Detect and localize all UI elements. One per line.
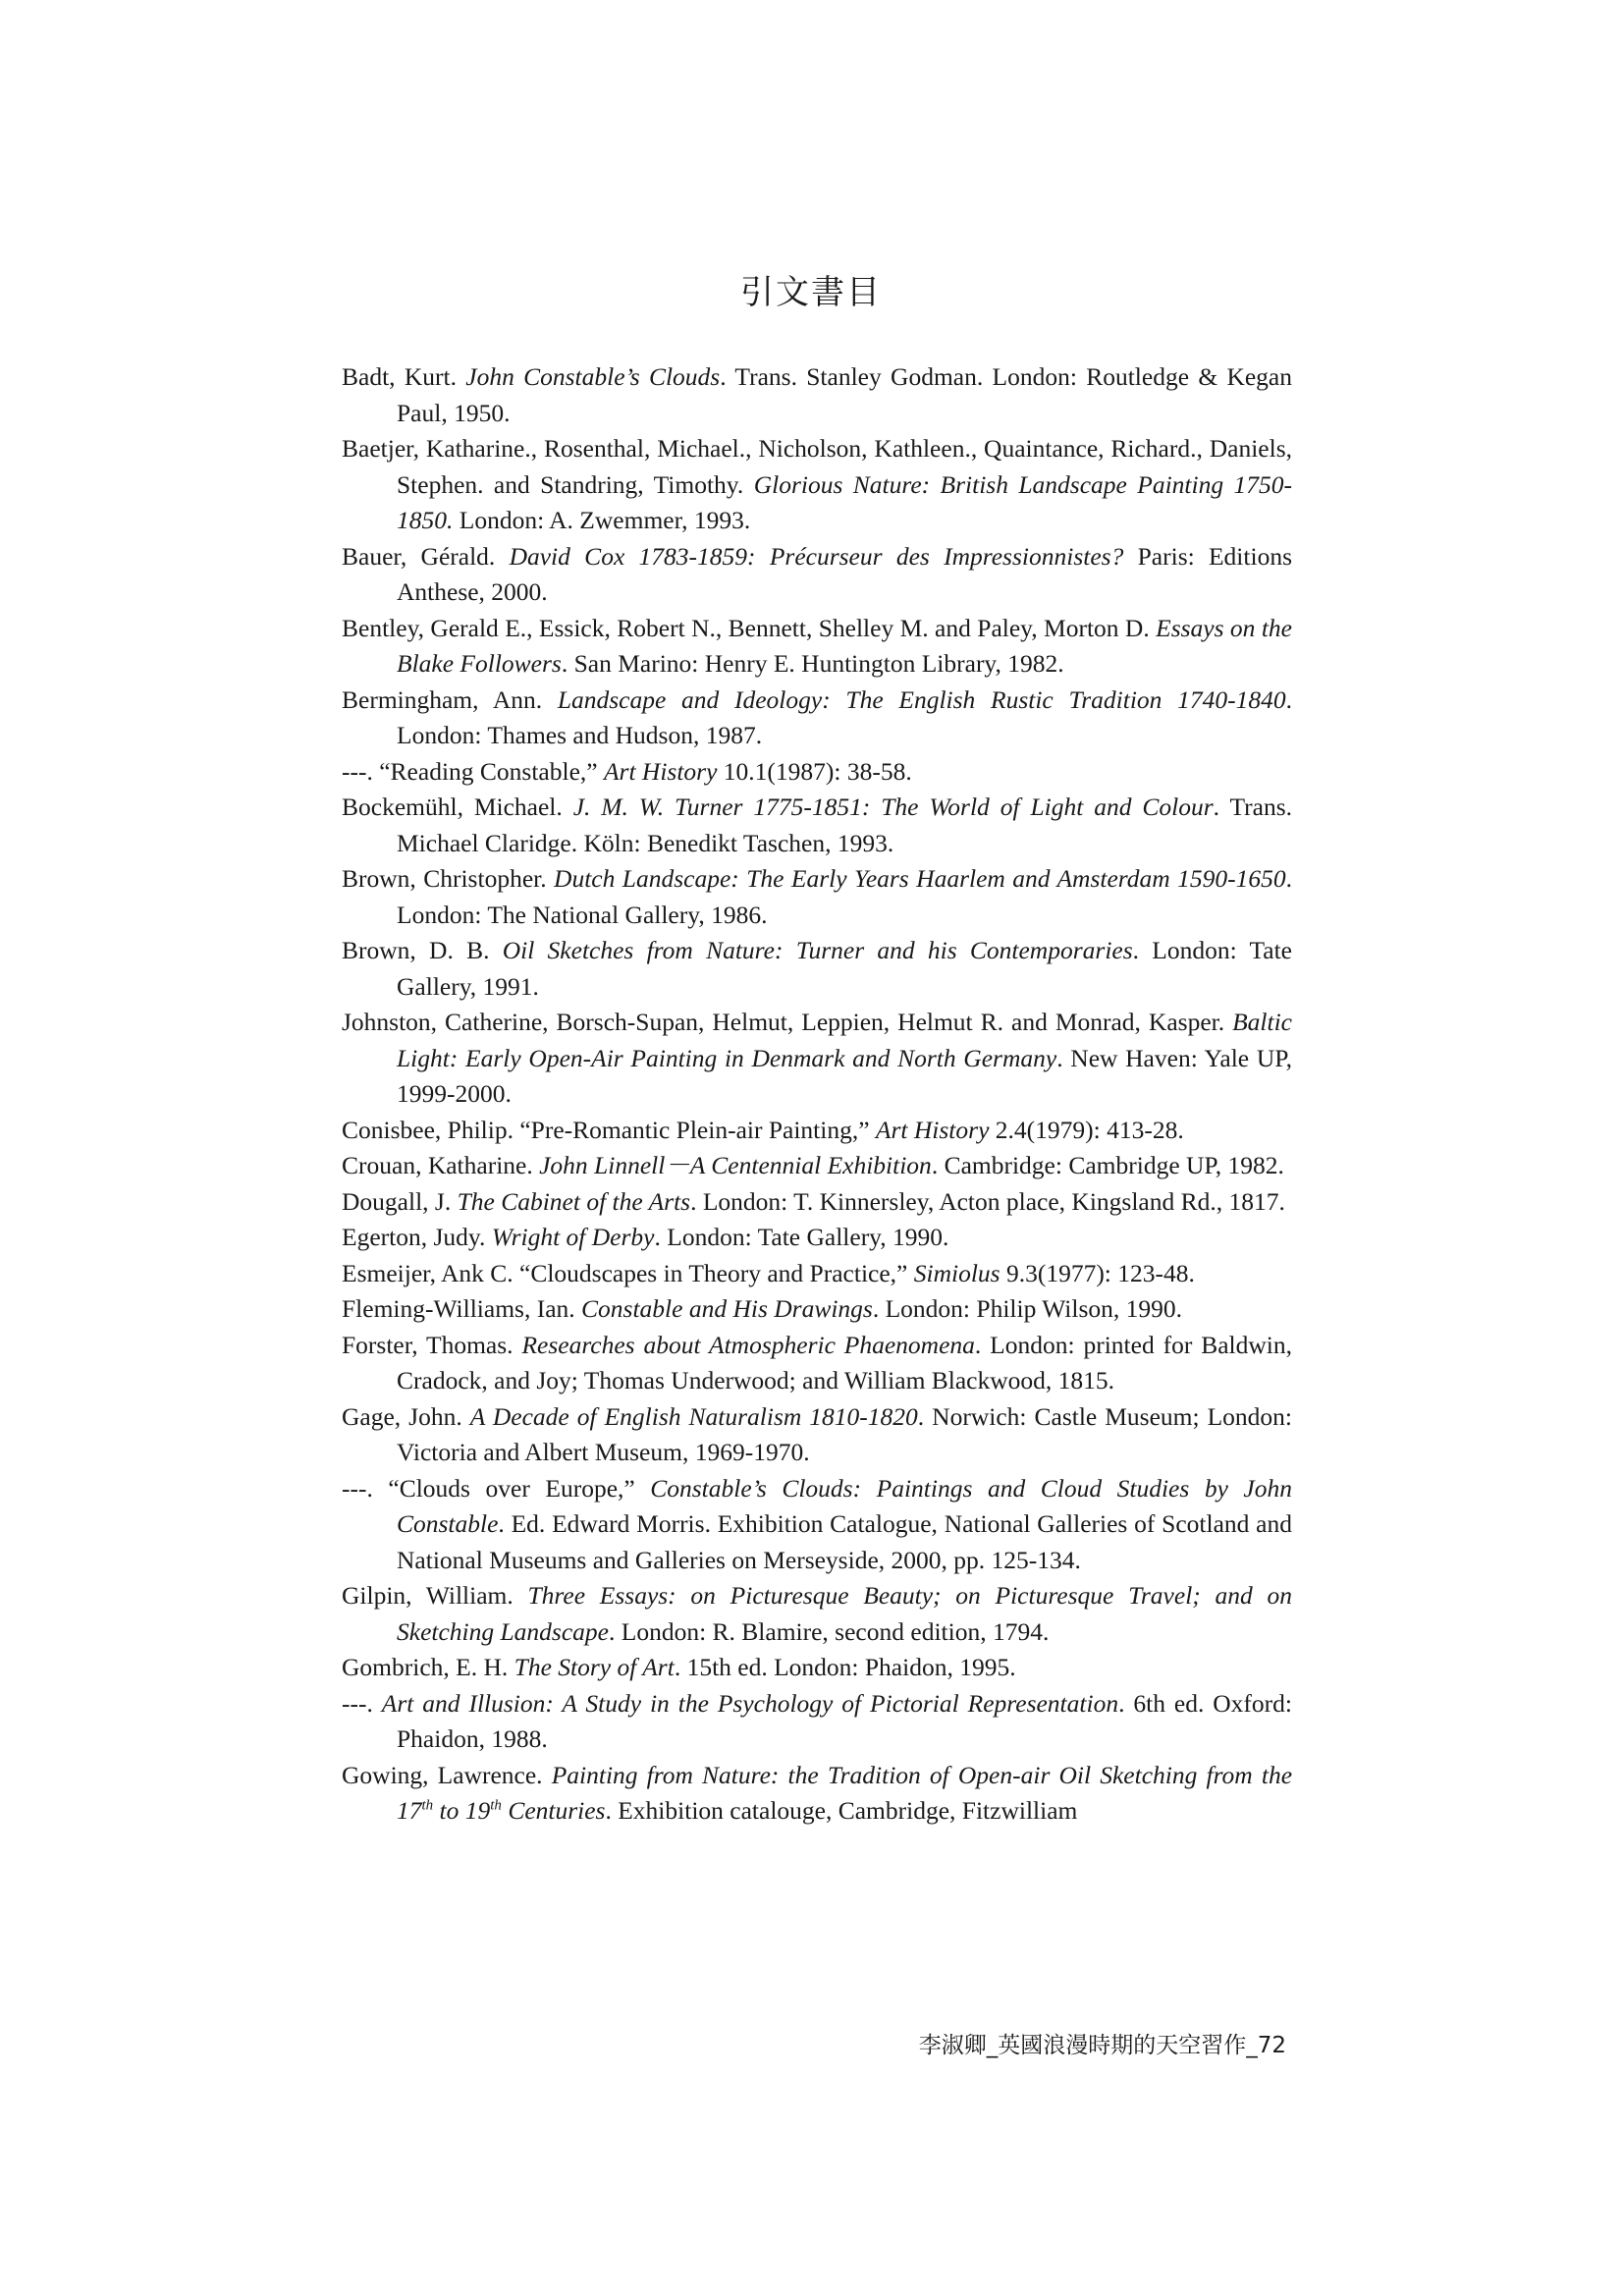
entry-text: . Ed. Edward Morris. Exhibition Catalogue, National Galleries of Scotland and National Museums and Galleries on Merseyside, 2000, pp. 125-134. (397, 1509, 1292, 1574)
entry-text: 9.3(1977): 123-48. (1000, 1258, 1195, 1287)
entry-title-text: to 19 (433, 1796, 491, 1825)
entry-title-text: Essays on the Blake Followers (397, 613, 1292, 678)
entry-text: . Norwich: Castle Museum; London: Victoria and Albert Museum, 1969-1970. (397, 1401, 1292, 1466)
entry-text: 2.4(1979): 413-28. (989, 1115, 1184, 1144)
bibliography-entry (342, 1256, 1292, 1292)
entry-text: Bauer, Gérald. (342, 541, 510, 571)
bibliography-entry (342, 1578, 1292, 1650)
entry-text: ---. “Clouds over Europe,” (342, 1473, 651, 1503)
bibliography-entry (342, 539, 1292, 611)
entry-text: Gombrich, E. H. (342, 1653, 514, 1681)
entry-text: Brown, Christopher. (342, 864, 555, 893)
entry-title-text: th (490, 1797, 502, 1814)
bibliography-entry (342, 1471, 1292, 1579)
entry-text: Paris: Editions Anthese, 2000. (397, 541, 1292, 606)
entry-text: . London: R. Blamire, second edition, 1794. (609, 1616, 1050, 1646)
entry-text: . Exhibition catalouge, Cambridge, Fitzwilliam (605, 1796, 1078, 1825)
entry-text: Brown, D. B. (342, 936, 503, 964)
entry-title-text: Three Essays: on Picturesque Beauty; on Picturesque Travel; and on Sketching Landscape (397, 1581, 1292, 1646)
bibliography-entry (342, 1113, 1292, 1149)
entry-title-text: Dutch Landscape: The Early Years Haarlem and Amsterdam 1590-1650 (554, 864, 1286, 893)
entry-title-text: John Linnell－A Centennial Exhibition (539, 1151, 932, 1179)
entry-title-text: Art History (875, 1115, 990, 1144)
bibliography-entry (342, 1184, 1292, 1221)
entry-text: Fleming-Williams, Ian. (342, 1294, 582, 1323)
entry-text: . San Marino: Henry E. Huntington Library, 1982. (561, 649, 1064, 678)
entry-text: Dougall, J. (342, 1186, 458, 1216)
entry-title-text: Painting from Nature: the Tradition of Open-air Oil Sketching from the 17 (397, 1760, 1293, 1825)
entry-text: Gowing, Lawrence. (342, 1760, 552, 1789)
entry-title-text: The Story of Art (514, 1653, 675, 1681)
entry-title-text: The Cabinet of the Arts (457, 1186, 691, 1216)
bibliography-entry (342, 1758, 1292, 1830)
entry-text: Crouan, Katharine. (342, 1151, 540, 1179)
entry-text: . Cambridge: Cambridge UP, 1982. (931, 1151, 1284, 1179)
entry-text: ---. (342, 1688, 382, 1718)
bibliography-entry (342, 1291, 1292, 1328)
entry-title-text: Centuries (501, 1796, 606, 1825)
entry-text: ---. “Reading Constable,” (342, 756, 604, 786)
entry-text: Egerton, Judy. (342, 1223, 492, 1251)
entry-title-text: David Cox 1783-1859: Précurseur des Impressionnistes? (509, 541, 1124, 571)
page-title: 引文書目 (740, 273, 882, 312)
entry-title-text: Wright of Derby (491, 1223, 655, 1251)
entry-text: . London: Tate Gallery, 1991. (397, 936, 1293, 1001)
entry-text: 10.1(1987): 38-58. (717, 756, 912, 786)
bibliography-entry (342, 1650, 1292, 1686)
entry-text: Bentley, Gerald E., Essick, Robert N., Bennett, Shelley M. and Paley, Morton D. (342, 613, 1157, 642)
entry-text: . Trans. Michael Claridge. Köln: Benedikt Taschen, 1993. (397, 793, 1293, 857)
bibliography-entry (342, 1005, 1292, 1113)
entry-title-text: J. M. W. Turner 1775-1851: The World of Light and Colour (572, 793, 1214, 821)
entry-title-text: Art and Illusion: A Study in the Psychology of Pictorial Representation (381, 1688, 1119, 1718)
bibliography-entry (342, 1220, 1292, 1256)
entry-title-text: Landscape and Ideology: The English Rustic Tradition 1740-1840 (557, 684, 1286, 714)
bibliography-entry (342, 611, 1292, 683)
entry-title-text: Glorious Nature: British Landscape Painting 1750-1850. (397, 469, 1292, 534)
entry-text: . London: Philip Wilson, 1990. (872, 1294, 1183, 1323)
entry-text: Badt, Kurt. (342, 362, 466, 391)
bibliography-entry (342, 1399, 1292, 1471)
entry-text: Baetjer, Katharine., Rosenthal, Michael., Nicholson, Kathleen., Quaintance, Richard., Daniels, Stephen. and Standring, Timothy. (342, 434, 1292, 499)
page-footer: 李淑卿_英國浪漫時期的天空習作_72 (918, 2033, 1286, 2058)
entry-text: Johnston, Catherine, Borsch-Supan, Helmut, Leppien, Helmut R. and Monrad, Kasper. (342, 1008, 1233, 1036)
entry-text: . London: printed for Baldwin, Cradock, and Joy; Thomas Underwood; and William Blackwood, 1815. (397, 1330, 1292, 1394)
entry-text: . New Haven: Yale UP, 1999-2000. (397, 1043, 1292, 1108)
entry-text: . London: The National Gallery, 1986. (397, 864, 1292, 929)
bibliography-entry (342, 861, 1292, 933)
entry-title-text: Oil Sketches from Nature: Turner and his Contemporaries (502, 936, 1133, 964)
entry-text: Gage, John. (342, 1401, 470, 1431)
entry-title-text: Researches about Atmospheric Phaenomena (521, 1330, 975, 1359)
bibliography-entry (342, 1328, 1292, 1399)
bibliography-entry (342, 790, 1292, 861)
entry-title-text: Art History (603, 756, 718, 786)
entry-text: Esmeijer, Ank C. “Cloudscapes in Theory and Practice,” (342, 1258, 914, 1287)
bibliography-entry (342, 754, 1292, 791)
entry-title-text: Baltic Light: Early Open-Air Painting in Denmark and North Germany (397, 1008, 1292, 1072)
entry-text: . London: Tate Gallery, 1990. (654, 1223, 949, 1251)
bibliography-entry (342, 683, 1292, 754)
entry-title-text: A Decade of English Naturalism 1810-1820 (469, 1401, 918, 1431)
entry-text: Gilpin, William. (342, 1581, 528, 1610)
bibliography-list (342, 359, 1292, 1830)
entry-text: Bermingham, Ann. (342, 684, 558, 714)
entry-text: Bockemühl, Michael. (342, 793, 573, 821)
entry-text: Forster, Thomas. (342, 1330, 522, 1359)
bibliography-entry (342, 1686, 1292, 1758)
entry-text: London: A. Zwemmer, 1993. (453, 506, 751, 534)
entry-title-text: Simiolus (913, 1258, 1000, 1287)
bibliography-entry (342, 1148, 1292, 1184)
entry-text: . 15th ed. London: Phaidon, 1995. (674, 1653, 1016, 1681)
bibliography-entry (342, 933, 1292, 1005)
entry-text: . 6th ed. Oxford: Phaidon, 1988. (397, 1688, 1292, 1753)
entry-title-text: Constable and His Drawings (581, 1294, 873, 1323)
entry-text: . Trans. Stanley Godman. London: Routledge & Kegan Paul, 1950. (397, 362, 1293, 427)
bibliography-entry (342, 431, 1292, 539)
entry-text: . London: Thames and Hudson, 1987. (397, 684, 1292, 749)
entry-title-text: th (421, 1797, 434, 1814)
bibliography-entry (342, 359, 1292, 431)
entry-text: . London: T. Kinnersley, Acton place, Kingsland Rd., 1817. (690, 1186, 1285, 1216)
entry-title-text: John Constable’s Clouds (465, 362, 721, 391)
entry-text: Conisbee, Philip. “Pre-Romantic Plein-air Painting,” (342, 1115, 876, 1144)
entry-title-text: Constable’s Clouds: Paintings and Cloud Studies by John Constable (397, 1473, 1292, 1538)
